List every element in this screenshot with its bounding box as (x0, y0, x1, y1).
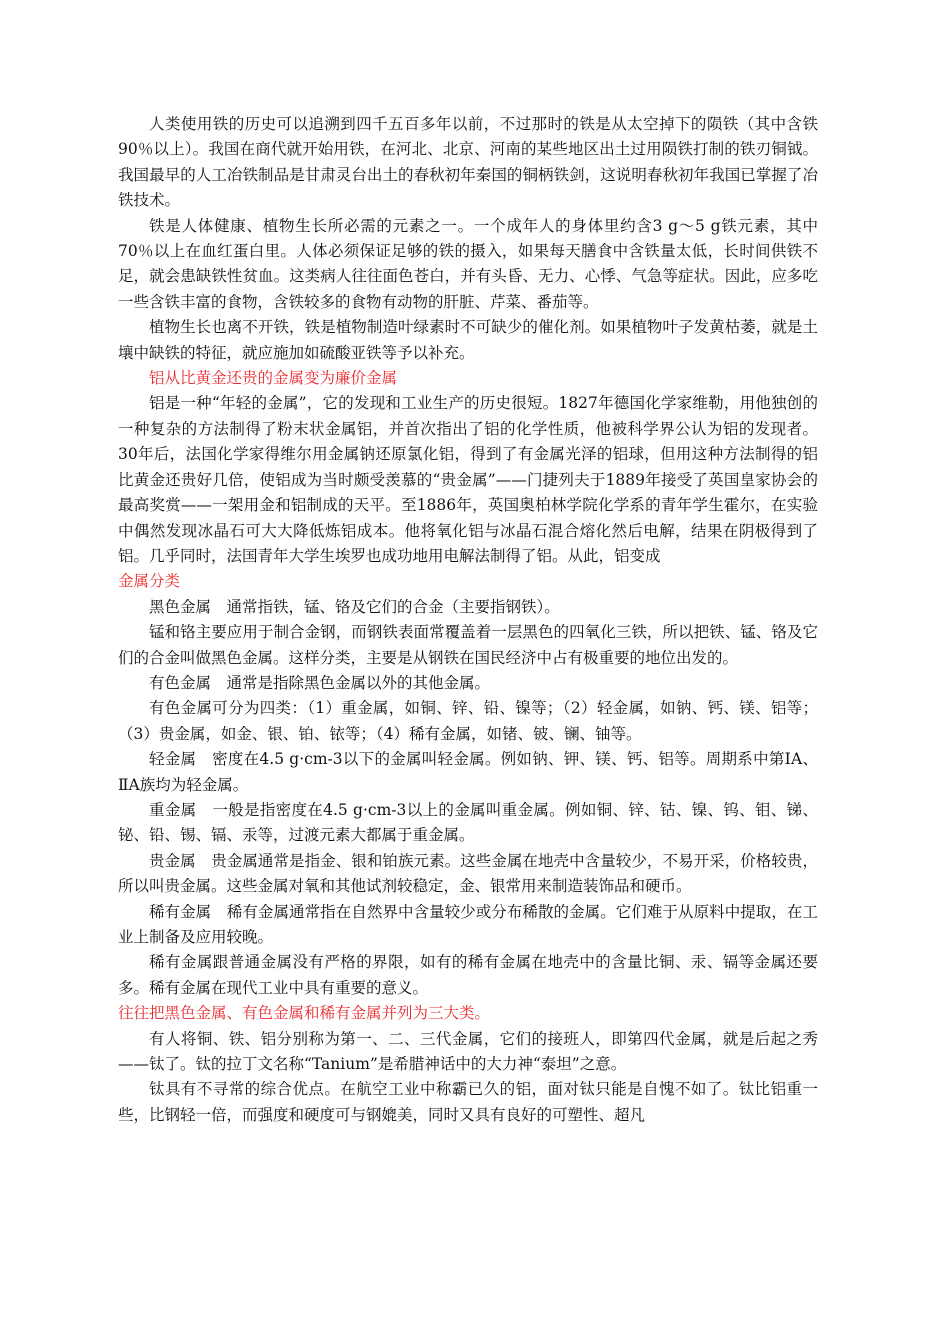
paragraph-heavy-metals: 重金属 一般是指密度在4.5 g·cm-3以上的金属叫重金属。例如铜、锌、钴、镍、钨、钼、锑、铋、铅、锡、镉、汞等，过渡元素大都属于重金属。 (118, 800, 818, 845)
section-heading-three-categories: 往往把黑色金属、有色金属和稀有金属并列为三大类。 (118, 1004, 491, 1023)
paragraph-iron-history: 人类使用铁的历史可以追溯到四千五百多年以前，不过那时的铁是从太空掉下的陨铁（其中含铁90％以上）。我国在商代就开始用铁，在河北、北京、河南的某些地区出土过用陨铁打制的铁刃铜钺。我国最早的人工冶铁制品是甘肃灵台出土的春秋初年秦国的铜柄铁剑，这说明春秋初年我国已掌握了冶铁技术。 (118, 115, 818, 210)
paragraph-iron-plants: 植物生长也离不开铁，铁是植物制造叶绿素时不可缺少的催化剂。如果植物叶子发黄枯萎，就是土壤中缺铁的特征，就应施加如硫酸亚铁等予以补充。 (118, 318, 818, 362)
paragraph-titanium-intro: 有人将铜、铁、铝分别称为第一、二、三代金属，它们的接班人，即第四代金属，就是后起之秀——钛了。钛的拉丁文名称“Tanium”是希腊神话中的大力神“泰坦”之意。 (118, 1029, 818, 1074)
paragraph-nonferrous-definition: 有色金属 通常是指除黑色金属以外的其他金属。 (149, 673, 491, 692)
paragraph-titanium-properties: 钛具有不寻常的综合优点。在航空工业中称霸已久的铝，面对钛只能是自愧不如了。钛比铝重一些，比钢轻一倍，而强度和硬度可与钢媲美，同时又具有良好的可塑性、超凡 (118, 1080, 818, 1124)
paragraph-rare-metals: 稀有金属 稀有金属通常指在自然界中含量较少或分布稀散的金属。它们难于从原料中提取，在工业上制备及应用较晚。 (118, 902, 818, 946)
section-heading-metal-classification: 金属分类 (118, 572, 181, 591)
paragraph-ferrous-definition: 黑色金属 通常指铁，锰、铬及它们的合金（主要指钢铁）。 (149, 597, 560, 616)
paragraph-ferrous-explanation: 锰和铬主要应用于制合金钢，而钢铁表面常覆盖着一层黑色的四氧化三铁，所以把铁、锰、铬及它们的合金叫做黑色金属。这样分类，主要是从钢铁在国民经济中占有极重要的地位出发的。 (118, 623, 818, 667)
section-heading-aluminum: 铝从比黄金还贵的金属变为廉价金属 (149, 369, 398, 388)
paragraph-aluminum-history: 铝是一种“年轻的金属”，它的发现和工业生产的历史很短。1827年德国化学家维勒，用他独创的一种复杂的方法制得了粉末状金属铝，并首次指出了铝的化学性质，他被科学界公认为铝的发现者。30年后，法国化学家得维尔用金属钠还原氯化铝，得到了有金属光泽的铝球，但用这种方法制得的铝比黄金还贵好几倍，使铝成为当时颇受羡慕的“贵金属”——门捷列夫于1889年接受了英国皇家协会的最高奖赏——一架用金和铝制成的天平。至1886年，英国奥柏林学院化学系的青年学生霍尔，在实验中偶然发现冰晶石可大大降低炼铝成本。他将氧化铝与冰晶石混合熔化然后电解，结果在阴极得到了铝。几乎同时，法国青年大学生埃罗也成功地用电解法制得了铝。从此，铝变成 (118, 394, 818, 565)
paragraph-rare-metals-note: 稀有金属跟普通金属没有严格的界限，如有的稀有金属在地壳中的含量比铜、汞、镉等金属还要多。稀有金属在现代工业中具有重要的意义。 (118, 953, 818, 997)
paragraph-iron-health: 铁是人体健康、植物生长所必需的元素之一。一个成年人的身体里约含3 g～5 g铁元素，其中70％以上在血红蛋白里。人体必须保证足够的铁的摄入，如果每天膳食中含铁量太低，长时间供铁不足，就会患缺铁性贫血。这类病人往往面色苍白，并有头昏、无力、心悸、气急等症状。因此，应多吃一些含铁丰富的食物，含铁较多的食物有动物的肝脏、芹菜、番茄等。 (118, 216, 818, 311)
paragraph-light-metals: 轻金属 密度在4.5 g·cm-3以下的金属叫轻金属。例如钠、钾、镁、钙、铝等。周期系中第ⅠA、ⅡA族均为轻金属。 (118, 750, 818, 794)
document-page (118, 112, 818, 1128)
paragraph-nonferrous-categories: 有色金属可分为四类：（1）重金属，如铜、锌、铅、镍等；（2）轻金属，如钠、钙、镁、铝等；（3）贵金属，如金、银、铂、铱等；（4）稀有金属，如锗、铍、镧、铀等。 (118, 699, 818, 743)
paragraph-precious-metals: 贵金属 贵金属通常是指金、银和铂族元素。这些金属在地壳中含量较少，不易开采，价格较贵，所以叫贵金属。这些金属对氧和其他试剂较稳定，金、银常用来制造装饰品和硬币。 (118, 851, 818, 896)
